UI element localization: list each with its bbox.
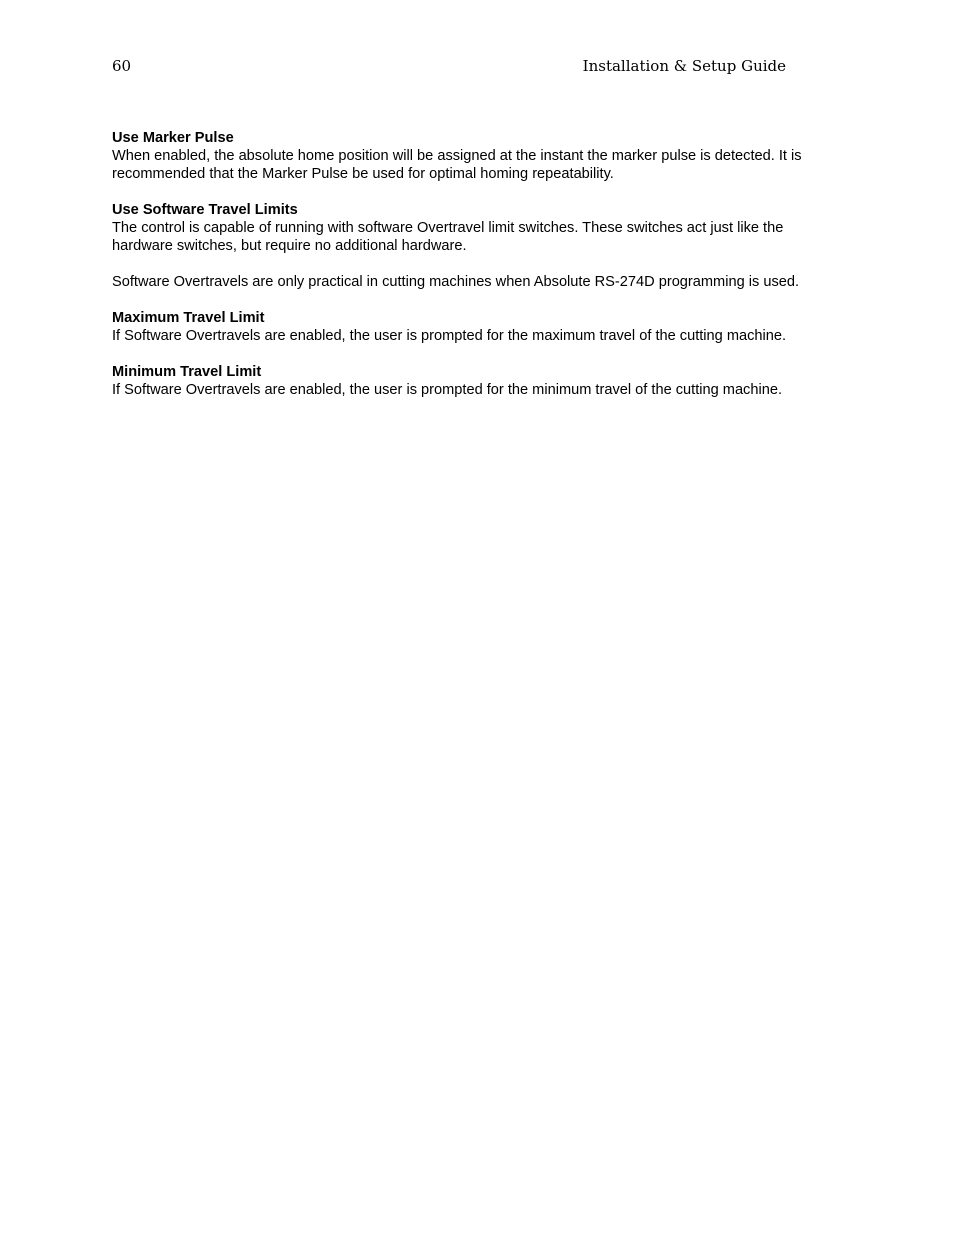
page-number: 60 [112,57,132,75]
guide-title: Installation & Setup Guide [582,57,786,75]
section-paragraph: The control is capable of running with software Overtravel limit switches. These switches act just like the hardware switches, but require no additional hardware. [112,220,784,254]
section-heading: Minimum Travel Limit [112,364,262,380]
section-paragraph: If Software Overtravels are enabled, the user is prompted for the maximum travel of the cutting machine. [112,328,787,344]
page-header [112,56,786,76]
section-heading: Use Marker Pulse [112,130,234,146]
page-content [112,129,812,417]
section-heading: Use Software Travel Limits [112,202,298,218]
section-paragraph: Software Overtravels are only practical in cutting machines when Absolute RS-274D programming is used. [112,274,800,290]
section-paragraph: If Software Overtravels are enabled, the user is prompted for the minimum travel of the cutting machine. [112,382,783,398]
section-maximum-travel-limit [112,309,812,345]
section-minimum-travel-limit [112,363,812,399]
section-paragraph: When enabled, the absolute home position will be assigned at the instant the marker pulse is detected. It is recommended that the Marker Pulse be used for optimal homing repeatability. [112,148,802,182]
section-use-software-travel-limits [112,201,812,291]
section-use-marker-pulse [112,129,812,183]
section-heading: Maximum Travel Limit [112,310,265,326]
